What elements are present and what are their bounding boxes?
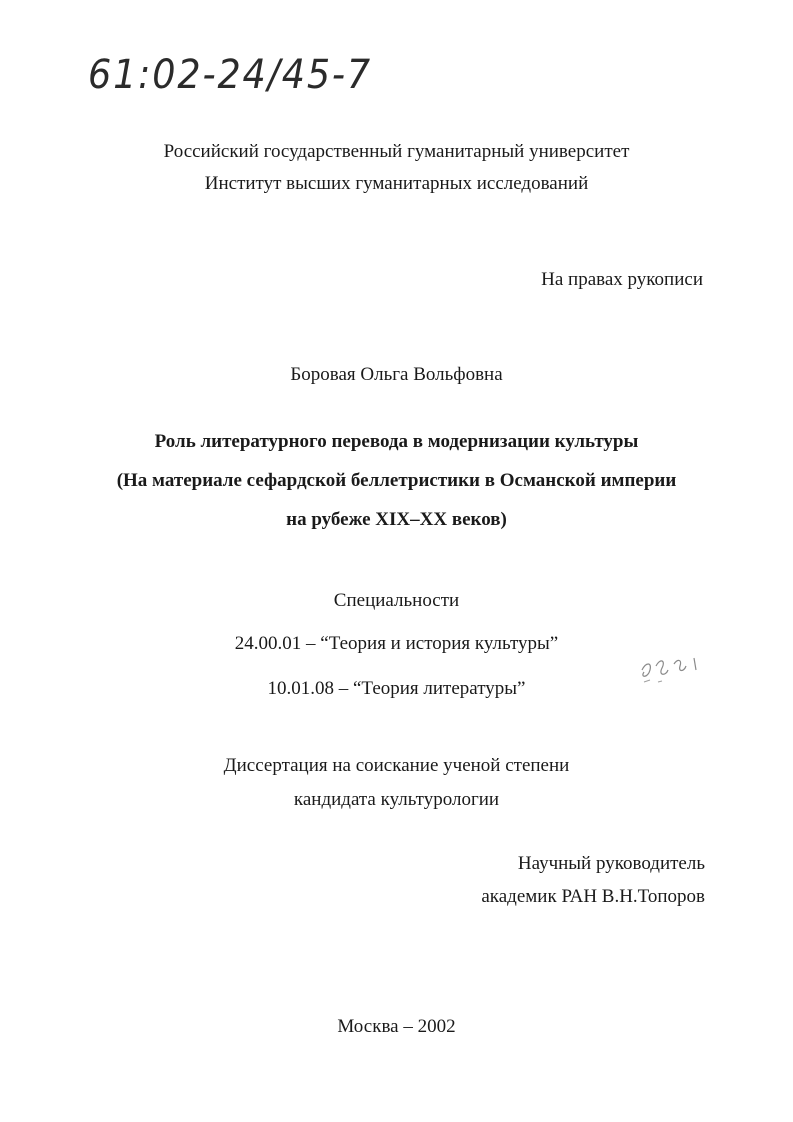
specialty-item: 10.01.08 – “Теория литературы” xyxy=(267,678,526,699)
supervisor-label: Научный руководитель xyxy=(517,853,705,874)
specialty-item: 24.00.01 – “Теория и история культуры” xyxy=(234,633,559,654)
title-line-2: (На материале сефардской беллетристики в Османской империи xyxy=(116,470,677,491)
place-and-year: Москва – 2002 xyxy=(337,1016,456,1037)
university-name: Российский государственный гуманитарный университет xyxy=(163,141,630,162)
rights-note: На правах рукописи xyxy=(541,269,703,290)
pencil-mark xyxy=(636,648,702,688)
supervisor-name: академик РАН В.Н.Топоров xyxy=(481,886,705,907)
institute-name: Институт высших гуманитарных исследований xyxy=(204,173,589,194)
specialties-heading: Специальности xyxy=(333,590,460,611)
degree-line-1: Диссертация на соискание ученой степени xyxy=(223,755,570,776)
catalog-number: 61:02-24/45-7 xyxy=(88,52,372,98)
degree-line-2: кандидата культурологии xyxy=(293,789,500,810)
author-name: Боровая Ольга Вольфовна xyxy=(290,364,503,385)
title-line-3: на рубеже XIX–XX веков) xyxy=(286,509,507,530)
title-line-1: Роль литературного перевода в модернизации культуры xyxy=(154,431,639,452)
handwritten-catalog-stamp xyxy=(88,48,378,100)
